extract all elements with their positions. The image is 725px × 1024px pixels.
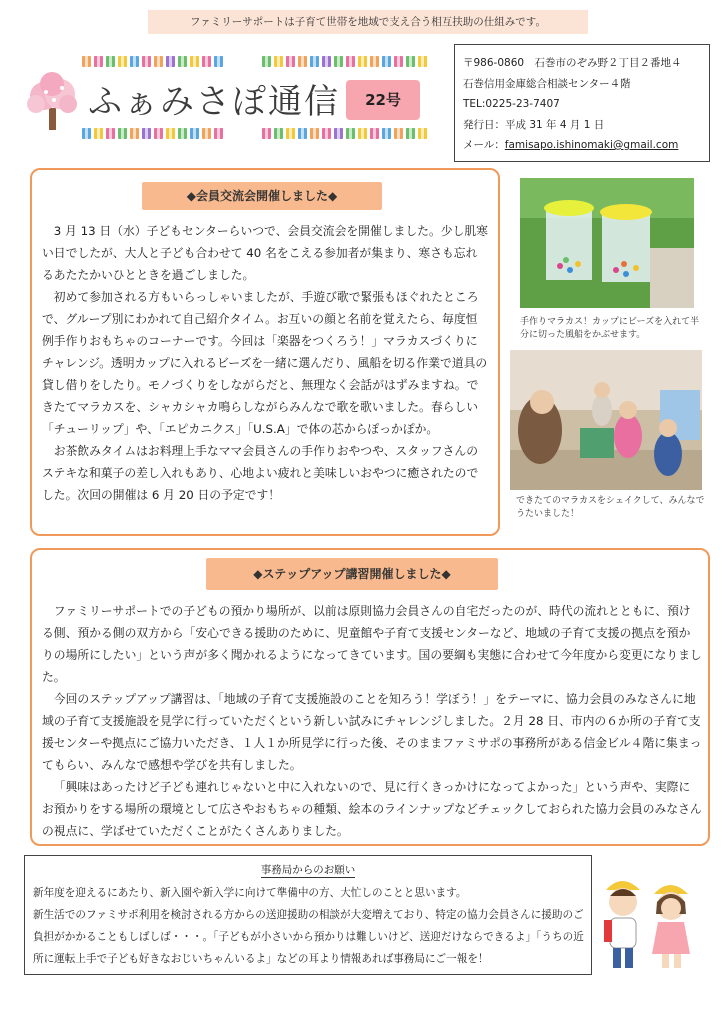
article-paragraph: 「興味はあったけど子ども連れじゃないと中に入れないので、見に行くきっかけになってよかった」という声や、実際にお預かりをする場所の環境として広さやおもちゃの種類、絵本のラインナップなどチェックしておられた協力会員のみなさんの視点に、学ばせていただくことがたくさんありました。 <box>42 780 702 838</box>
top-banner: ファミリーサポートは子育て世帯を地域で支え合う相互扶助の仕組みです。 <box>148 10 588 34</box>
cherry-tree-icon <box>24 72 80 132</box>
photo-caption: 手作りマラカス！カップにビーズを入れて半分に切った風船をかぶせます。 <box>520 317 700 340</box>
email-label: メール： <box>463 139 505 151</box>
article-paragraph: ファミリーサポートでの子どもの預かり場所が、以前は原則協力会員さんの自宅だったのが、時代の流れとともに、預ける側、預かる側の双方から「安心できる援助のために、児童館や子育て支援センターなど、地域の子育て支援の拠点を預かりの場所にしたい」という声が多く聞かれるようになってきています。国の要綱も実態に合わせて今年度から変更になりました。 <box>42 604 702 684</box>
article-heading: ◆会員交流会開催しました◆ <box>142 182 382 210</box>
maracas-photo <box>520 178 694 308</box>
email-link[interactable]: famisapo.ishinomaki@gmail.com <box>504 139 679 151</box>
notice-body <box>33 882 585 970</box>
contact-address: 〒986-0860 石巻市のぞみ野２丁目２番地４ <box>463 57 682 69</box>
gift-row-top-left <box>82 56 223 68</box>
article-body <box>42 600 702 842</box>
children-playing-image <box>510 350 702 490</box>
maracas-cups-image <box>520 178 694 308</box>
contact-box <box>454 44 710 162</box>
article-heading: ◆ステップアップ講習開催しました◆ <box>206 558 498 590</box>
masthead-title: ふぁみさぽ通信 <box>88 82 340 122</box>
contact-building: 石巻信用金庫総合相談センター４階 <box>463 77 631 90</box>
article-paragraph: 3 月 13 日（水）子どもセンターらいつで、会員交流会を開催しました。少し肌寒い日でしたが、大人と子ども合わせて 40 名をこえる参加者が集まり、寒さも忘れるあたたかいひとときを過ごしました。 <box>42 224 488 282</box>
notice-line: 新年度を迎えるにあたり、新入園や新入学に向けて準備中の方、大忙しのことと思います。 <box>33 887 467 899</box>
article-stepup-training <box>30 548 710 846</box>
article-members-meetup <box>30 168 500 536</box>
issue-badge: 22号 <box>346 80 420 120</box>
gift-row-top-right <box>262 56 427 68</box>
masthead <box>16 48 446 148</box>
article-paragraph: 初めて参加される方もいらっしゃいましたが、手遊び歌で緊張もほぐれたところで、グループ別にわかれて自己紹介タイム。お互いの顔と名前を覚えたら、毎度恒例手作りおもちゃのコーナーです。今回は「楽器をつくろう！」マラカスづくりにチャレンジ。透明カップに入れるビーズを一緒に選んだり、風船を切る作業で道具の貸し借りをしたり。モノづくりをしながらだと、無理なく会話がはずみますね。できたてマラカスを、シャカシャカ鳴らしながらみんなで歌を歌いました。春らしい「チューリップ」や、「エピカニクス」「U.S.A」で体の芯からぽっかぽか。 <box>42 290 488 436</box>
gift-row-bottom-left <box>82 128 223 140</box>
office-notice-box <box>24 855 592 975</box>
notice-title-text: 事務局からのお願い <box>260 864 356 876</box>
contact-email-row <box>463 135 701 156</box>
children-photo <box>510 350 702 490</box>
article-paragraph: 今回のステップアップ講習は、「地域の子育て支援施設のことを知ろう！学ぼう！」をテーマに、協力会員のみなさんに地域の子育て支援施設を見学に行っていただくという新しい試みにチャレンジしました。２月 28 日、市内の６か所の子育て支援センターや拠点にご協力いただき、１人１か所見学に行った後、そのままファミサポの事務所がある信金ビル４階に集まってもらい、みんなで感想や学びを共有しました。 <box>42 692 702 772</box>
notice-title <box>25 862 591 877</box>
gift-row-bottom-right <box>262 128 427 140</box>
article-paragraph: お茶飲みタイムはお料理上手なママ会員さんの手作りおやつや、スタッフさんのステキな和菓子の差し入れもあり、心地よい疲れと美味しいおやつに癒されたのでした。次回の開催は 6 月 20 日の予定です！ <box>42 444 479 502</box>
contact-tel: TEL:0225-23-7407 <box>463 98 560 110</box>
school-kids-illustration <box>600 868 696 972</box>
contact-date: 発行日：平成 31 年 4 月 1 日 <box>463 118 605 131</box>
article-body <box>42 220 488 506</box>
photo-caption: できたてのマラカスをシェイクして、みんなでうたいました！ <box>516 496 705 519</box>
notice-line: 新生活でのファミサポ利用を検討される方からの送迎援助の相談が大変増えており、特定の協力会員さんに援助のご負担がかかることもしばしば・・・。「子どもが小さいから預かりは難しいけど、送迎だけならできるよ」「うちの近所に運転上手で子ども好きなおじいちゃんいるよ」などの耳より情報あれば事務局にご一報を！ <box>33 909 584 965</box>
